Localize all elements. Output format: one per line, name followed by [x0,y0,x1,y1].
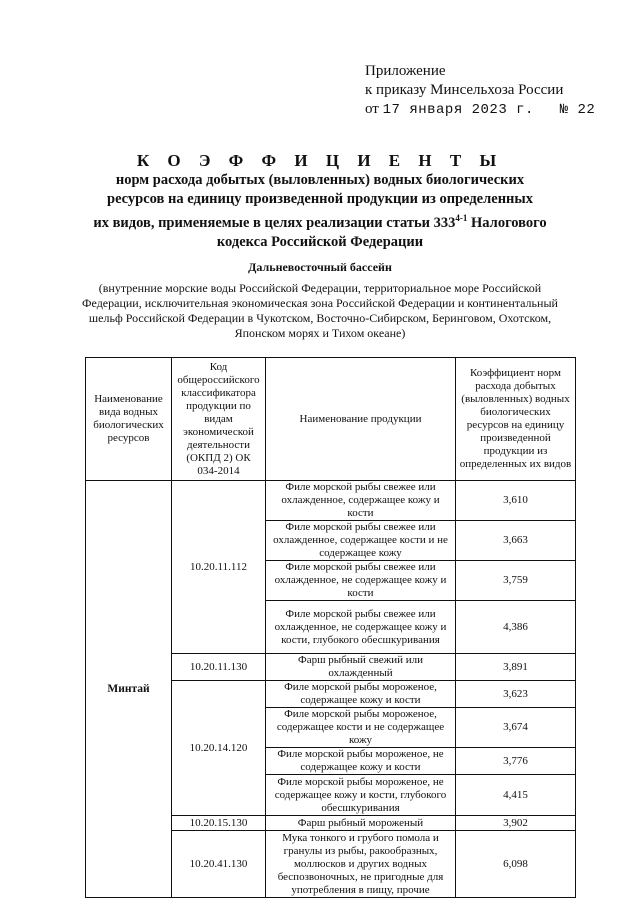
appendix-date-prefix: от [365,101,379,117]
species-name: Минтай [86,481,172,898]
product-name: Филе морской рыбы мороженое, не содержащее кожу и кости [266,748,456,775]
appendix-date-line [365,100,595,120]
coefficient-value: 3,776 [456,748,576,775]
scope-line-4: Японском морях и Тихом океане) [234,326,406,340]
okpd-code: 10.20.11.112 [172,481,266,654]
appendix-block [365,62,595,120]
scope-line-2: Федерации, исключительная экономическая зона Российской Федерации и континентальный [82,296,558,310]
title-line-3-start: их видов, применяемые в целях реализации статьи 333 [93,214,456,231]
title-main: К О Э Ф Ф И Ц И Е Н Т Ы [136,151,504,170]
coefficient-value: 3,610 [456,481,576,521]
coefficient-value: 4,415 [456,775,576,816]
okpd-code: 10.20.14.120 [172,681,266,816]
coefficient-value: 3,674 [456,708,576,748]
basin-heading: Дальневосточный бассейн [248,260,392,274]
appendix-order-number: № 22 [559,102,596,118]
header-species: Наименование вида водных биологических ресурсов [86,358,172,481]
product-name: Филе морской рыбы мороженое, содержащее кости и не содержащее кожу [266,708,456,748]
product-name: Филе морской рыбы свежее или охлажденное, содержащее кожу и кости [266,481,456,521]
okpd-code: 10.20.15.130 [172,816,266,831]
scope-line-3: шельф Российской Федерации в Чукотском, Восточно-Сибирском, Беринговом, Охотском, [88,311,552,325]
document-title [60,151,580,252]
table-header-row [86,358,576,481]
okpd-code: 10.20.11.130 [172,654,266,681]
header-product: Наименование продукции [266,358,456,481]
scope-line-1: (внутренние морские воды Российской Федерации, территориальное море Российской [98,281,542,295]
title-line-3-end: Налогового [467,214,547,231]
title-line-4: кодекса Российской Федерации [216,233,424,250]
product-name: Филе морской рыбы свежее или охлажденное, содержащее кости и не содержащее кожу [266,521,456,561]
header-code: Код общероссийского классификатора продукции по видам экономической деятельности (ОКПД 2) ОК 034-2014 [172,358,266,481]
title-line-2: ресурсов на единицу произведенной продукции из определенных [107,191,533,207]
title-article-superscript: 4-1 [455,213,468,223]
product-name: Мука тонкого и грубого помола и гранулы из рыбы, ракообразных, моллюсков и других водных беспозвоночных, не пригодные для употребления в пищу, прочие [266,831,456,898]
coefficient-value: 3,891 [456,654,576,681]
product-name: Филе морской рыбы свежее или охлажденное, не содержащее кожу и кости, глубокого обесшкуривания [266,601,456,654]
product-name: Фарш рыбный мороженый [266,816,456,831]
coefficient-value: 3,663 [456,521,576,561]
table-row [86,481,576,521]
coefficient-value: 3,623 [456,681,576,708]
coefficient-value: 3,759 [456,561,576,601]
product-name: Филе морской рыбы мороженое, содержащее кожу и кости [266,681,456,708]
title-line-3 [60,209,580,233]
coefficients-table [85,357,576,898]
header-coefficient: Коэффициент норм расхода добытых (выловленных) водных биологических ресурсов на единицу произведенной продукции из определенных их видов [456,358,576,481]
appendix-date: 17 января 2023 г. [382,102,534,118]
okpd-code: 10.20.41.130 [172,831,266,898]
product-name: Фарш рыбный свежий или охлажденный [266,654,456,681]
coefficient-value: 4,386 [456,601,576,654]
appendix-label: Приложение [365,63,446,79]
title-line-1: норм расхода добытых (выловленных) водных биологических [115,172,525,188]
product-name: Филе морской рыбы мороженое, не содержащее кожу и кости, глубокого обесшкуривания [266,775,456,816]
coefficient-value: 6,098 [456,831,576,898]
product-name: Филе морской рыбы свежее или охлажденное, не содержащее кожу и кости [266,561,456,601]
coefficient-value: 3,902 [456,816,576,831]
scope-note [70,281,570,341]
appendix-order-ref: к приказу Минсельхоза России [365,82,564,98]
